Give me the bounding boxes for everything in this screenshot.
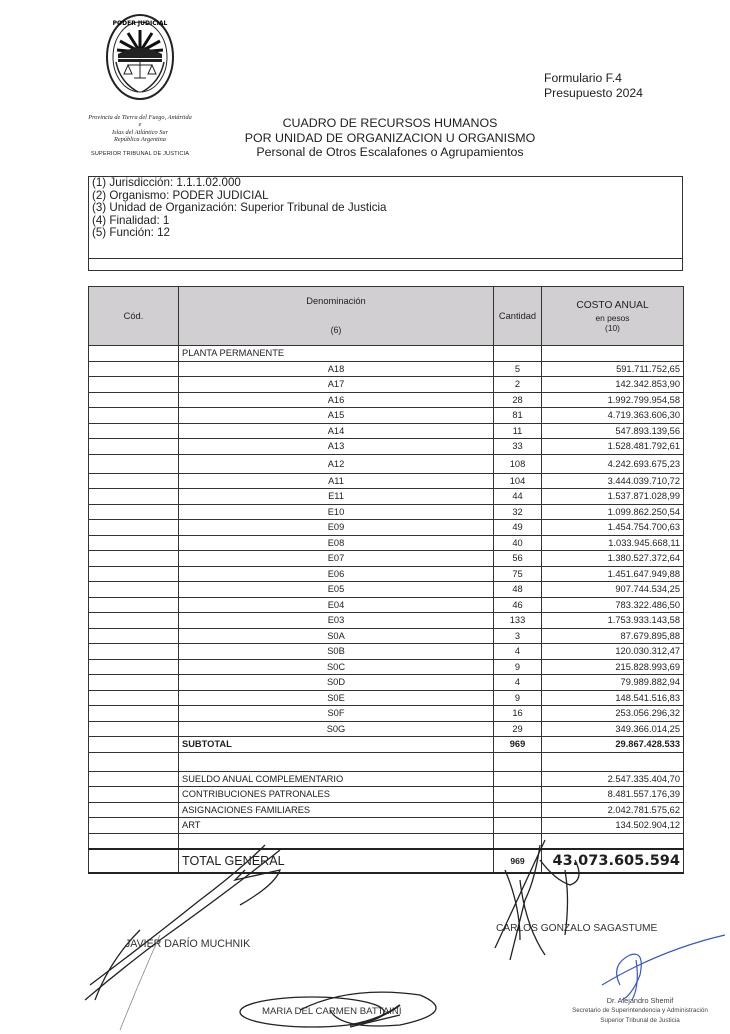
section-row: [89, 346, 684, 362]
document-title: [220, 116, 560, 160]
table-row: A13 33 1.528.481.792,61: [89, 439, 684, 455]
table-row: E10 32 1.099.862.250,54: [89, 504, 684, 520]
table-row: E05 48 907.744.534,25: [89, 582, 684, 598]
table-row: A11 104 3.444.039.710,72: [89, 473, 684, 489]
svg-text:PODER JUDICIAL: PODER JUDICIAL: [112, 20, 168, 27]
finalidad: (4) Finalidad: 1: [92, 213, 170, 227]
header-cantidad: Cantidad: [494, 287, 542, 346]
poder-judicial-seal-icon: [104, 12, 176, 102]
funcion: (5) Función: 12: [92, 226, 170, 240]
table-row: E03 133 1.753.933.143,58: [89, 613, 684, 629]
title-line-1: CUADRO DE RECURSOS HUMANOS: [282, 116, 498, 130]
table-row: S0G 29 349.366.014,25: [89, 721, 684, 737]
signer-role: Secretario de Superintendencia y Administración: [572, 1007, 708, 1014]
organismo: (2) Organismo: PODER JUDICIAL: [92, 188, 269, 202]
signature-name-battaini: MARIA DEL CARMEN BATTAINI: [262, 1006, 402, 1017]
table-row: A14 11 547.893.139,56: [89, 423, 684, 439]
info-box: [88, 176, 683, 271]
signature-block-shemif: [554, 996, 726, 1026]
table-row: E04 46 783.322.486,50: [89, 597, 684, 613]
table-row: E07 56 1.380.527.372,64: [89, 551, 684, 567]
signer-org: Superior Tribunal de Justicia: [600, 1017, 680, 1024]
blank-row: [89, 752, 684, 771]
total-label: TOTAL GENERAL: [179, 849, 494, 873]
table-row: E08 40 1.033.945.668,11: [89, 535, 684, 551]
table-row: A15 81 4.719.363.606,30: [89, 408, 684, 424]
table-row: E11 44 1.537.871.028,99: [89, 489, 684, 505]
table-row: S0D 4 79.989.882,94: [89, 675, 684, 691]
jurisdiccion: (1) Jurisdicción: 1.1.1.02.000: [92, 176, 241, 189]
extra-row: ART 134.502.904,12: [89, 818, 684, 834]
header-cod: Cód.: [89, 287, 179, 346]
table-row: E06 75 1.451.647.949,88: [89, 566, 684, 582]
subtitle: Personal de Otros Escalafones o Agrupamientos: [256, 145, 524, 160]
signer-name: Dr. Alejandro Shemif: [606, 996, 674, 1005]
signature-name-sagastume: CARLOS GONZALO SAGASTUME: [496, 923, 658, 934]
extra-row: SUELDO ANUAL COMPLEMENTARIO 2.547.335.404,70: [89, 771, 684, 787]
subtotal-row: [89, 737, 684, 753]
table-row: S0B 4 120.030.312,47: [89, 644, 684, 660]
title-line-2: POR UNIDAD DE ORGANIZACION U ORGANISMO: [244, 130, 536, 145]
table-row: S0C 9 215.828.993,69: [89, 659, 684, 675]
budget-year: Presupuesto 2024: [544, 86, 643, 100]
province-name: Provincia de Tierra del Fuego, Antártida e Islas del Atlántico Sur República Argentina: [88, 114, 192, 144]
table-row: E09 49 1.454.754.700,63: [89, 520, 684, 536]
unidad-organizacion: (3) Unidad de Organización: Superior Tribunal de Justicia: [92, 201, 387, 215]
institution-name: SUPERIOR TRIBUNAL DE JUSTICIA: [90, 151, 190, 157]
resources-table: [88, 286, 684, 874]
table-row: A12 108 4.242.693.675,23: [89, 454, 684, 473]
table-row: S0F 16 253.056.296,32: [89, 706, 684, 722]
form-id: Formulario F.4: [544, 71, 622, 85]
table-row: A17 2 142.342.853,90: [89, 377, 684, 393]
total-cantidad: 969: [494, 849, 542, 873]
total-row: [89, 849, 684, 873]
total-costo: 43.073.605.594: [542, 849, 684, 873]
subtotal-cantidad: 969: [494, 737, 542, 753]
subtotal-label: SUBTOTAL: [179, 737, 494, 753]
extra-row: CONTRIBUCIONES PATRONALES 8.481.557.176,39: [89, 787, 684, 803]
signature-name-muchnik: JAVIER DARÍO MUCHNIK: [125, 938, 251, 950]
subtotal-costo: 29.867.428.533: [542, 737, 684, 753]
section-label: PLANTA PERMANENTE: [179, 346, 494, 362]
extra-row: ASIGNACIONES FAMILIARES 2.042.781.575,62: [89, 802, 684, 818]
blank-row: [89, 833, 684, 849]
header-costo-anual: COSTO ANUAL en pesos (10): [542, 287, 684, 346]
table-row: A16 28 1.992.799.954,58: [89, 392, 684, 408]
table-row: S0E 9 148.541.516,83: [89, 690, 684, 706]
table-row: S0A 3 87.679.895,88: [89, 628, 684, 644]
form-reference: [544, 71, 643, 101]
header-denominacion: Denominación (6): [179, 287, 494, 346]
table-row: A18 5 591.711.752,65: [89, 361, 684, 377]
